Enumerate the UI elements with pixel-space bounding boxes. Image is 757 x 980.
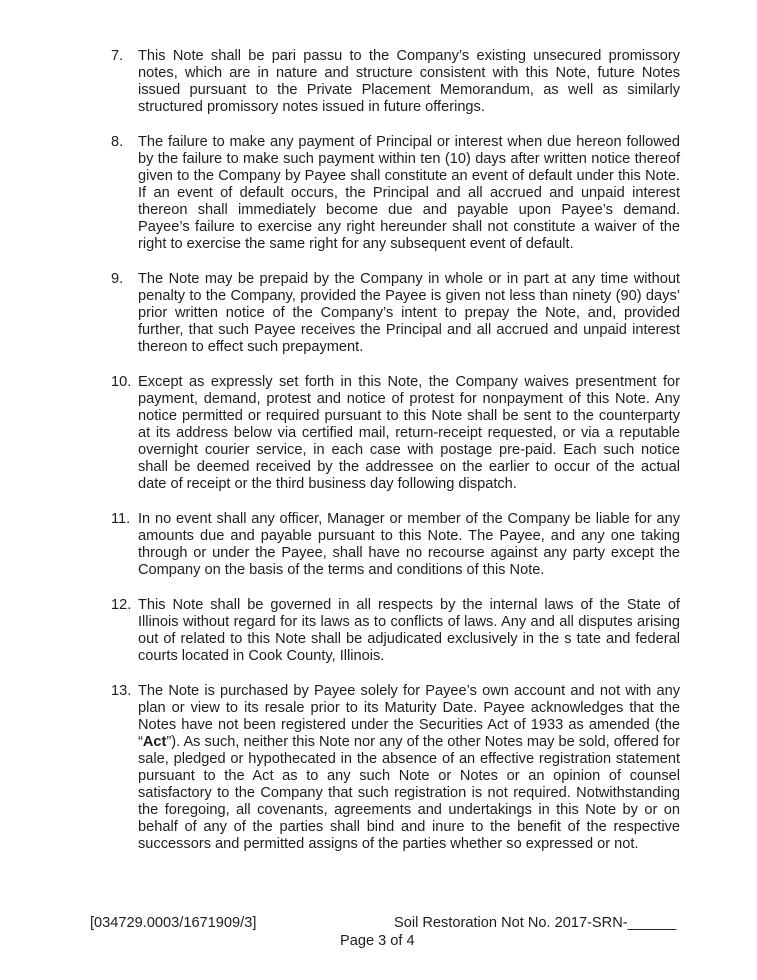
paragraph-text: This Note shall be pari passu to the Company’s existing unsecured promissory notes, which are in nature and structure consistent with this Note, future Notes issued pursuant to the Private Placement Memorandum, as well as similarly structured promissory notes issued in future offerings.: [138, 48, 680, 115]
list-item: [90, 271, 680, 356]
paragraph-text: The failure to make any payment of Principal or interest when due hereon followed by the failure to make such payment within ten (10) days after written notice thereof given to the Company by Payee shall constitute an event of default under this Note. If an event of default occurs, the Principal and all accrued and unpaid interest thereon shall immediately become due and payable upon Payee’s demand. Payee’s failure to exercise any right hereunder shall not constitute a waiver of the right to exercise the same right for any subsequent event of default.: [138, 134, 680, 252]
paragraph-number: 13.: [111, 683, 132, 699]
paragraph-number: 8.: [111, 134, 124, 150]
paragraph-list: [90, 48, 680, 871]
paragraph-text: In no event shall any officer, Manager or member of the Company be liable for any amounts due and payable pursuant to this Note. The Payee, and any one taking through or under the Payee, shall have no recourse against any party except the Company on the basis of the terms and conditions of this Note.: [138, 511, 680, 578]
footer-page-indicator: Page 3 of 4: [340, 933, 415, 949]
footer-note-number: Soil Restoration Not No. 2017-SRN-______: [394, 915, 677, 931]
paragraph-number: 12.: [111, 597, 132, 613]
paragraph-text: The Note may be prepaid by the Company in whole or in part at any time without penalty to the Company, provided the Payee is given not less than ninety (90) days’ prior written notice of the Company’s intent to prepay the Note, and, provided further, that such Payee receives the Principal and all accrued and unpaid interest thereon to effect such prepayment.: [138, 271, 680, 355]
footer-file-reference: [034729.0003/1671909/3]: [90, 915, 257, 931]
paragraph-text: This Note shall be governed in all respects by the internal laws of the State of Illinois without regard for its laws as to conflicts of laws. Any and all disputes arising out of related to this Note shall be adjudicated exclusively in the s tate and federal courts located in Cook County, Illinois.: [138, 597, 680, 664]
list-item: [90, 683, 680, 853]
list-item: [90, 511, 680, 579]
list-item: [90, 134, 680, 253]
paragraph-number: 11.: [111, 511, 131, 527]
paragraph-text: Except as expressly set forth in this Note, the Company waives presentment for payment, demand, protest and notice of protest for nonpayment of this Note. Any notice permitted or required pursuant to this Note shall be sent to the counterparty at its address below via certified mail, return-receipt requested, or via a reputable overnight courier service, in each case with postage pre-paid. Each such notice shall be deemed received by the addressee on the earlier to occur of the actual date of receipt or the third business day following dispatch.: [138, 374, 680, 492]
list-item: [90, 374, 680, 493]
paragraph-number: 9.: [111, 271, 124, 287]
paragraph-text: The Note is purchased by Payee solely for Payee’s own account and not with any plan or view to its resale prior to its Maturity Date. Payee acknowledges that the Notes have not been registered under the Securities Act of 1933 as amended (the “Act”). As such, neither this Note nor any of the other Notes may be sold, offered for sale, pledged or hypothecated in the absence of an effective registration statement pursuant to the Act as to any such Note or Notes or an opinion of counsel satisfactory to the Company that such registration is not required. Notwithstanding the foregoing, all covenants, agreements and undertakings in this Note by or on behalf of any of the parties shall bind and inure to the benefit of the respective successors and permitted assigns of the parties whether so expressed or not.: [138, 683, 680, 852]
list-item: [90, 597, 680, 665]
paragraph-number: 7.: [111, 48, 124, 64]
paragraph-number: 10.: [111, 374, 132, 390]
list-item: [90, 48, 680, 116]
